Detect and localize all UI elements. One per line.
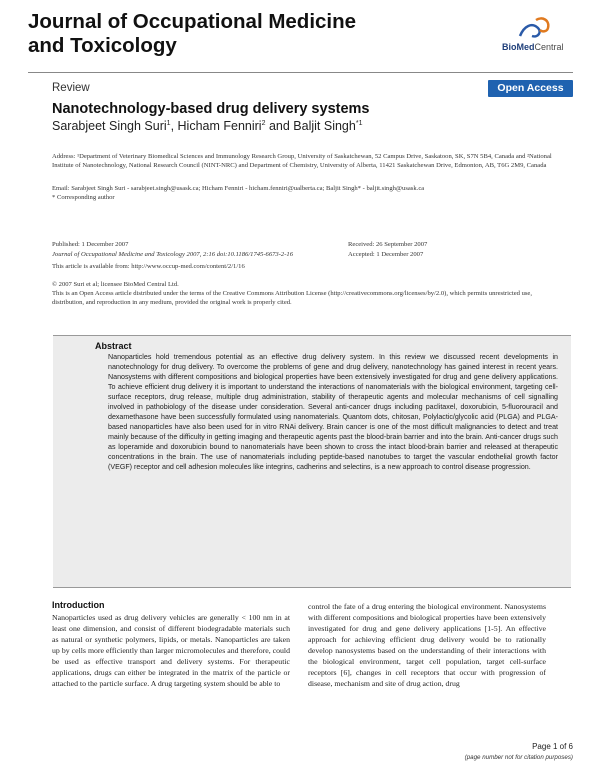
article-type: Review — [52, 82, 90, 94]
logo-mark-icon — [502, 14, 574, 42]
license-statement: This is an Open Access article distributed under the terms of the Creative Commons Attribution License (http://creativecommons.org/licenses/by/2.0), which permits unrestricted use, distribution, and reproduction in any medium, provided the original work is properly cited. — [52, 290, 533, 307]
journal-title — [28, 10, 488, 58]
abstract-heading: Abstract — [95, 341, 132, 351]
author-emails: Email: Sarabjeet Singh Suri - sarabjeet.singh@usask.ca; Hicham Fenniri - hicham.fenniri@ualberta.ca; Baljit Singh* - baljit.singh@usask.ca — [52, 185, 425, 192]
author-list: Sarabjeet Singh Suri$^1$, Hicham Fenniri$^2$ and Baljit Singh$^{*1}$ — [52, 119, 363, 133]
published-date: Published: 1 December 2007 — [52, 241, 129, 248]
author-affiliation: 1 — [166, 119, 171, 127]
author-affiliation: 2 — [261, 119, 266, 127]
page-number: Page 1 of 6 — [532, 742, 573, 751]
biomed-central-logo — [502, 14, 574, 54]
open-access-badge: Open Access — [488, 80, 573, 97]
author-affiliation: *1 — [355, 119, 363, 127]
journal-title-line2: and Toxicology — [28, 34, 177, 57]
logo-wordmark: BioMedCentral — [502, 42, 564, 52]
article-title: Nanotechnology-based drug delivery systems — [52, 101, 370, 117]
author-name: Baljit Singh — [293, 119, 356, 133]
introduction-heading: Introduction — [52, 600, 105, 610]
citation: Journal of Occupational Medicine and Toxicology 2007, 2:16 doi:10.1186/1745-6673-2-16 — [52, 251, 294, 258]
article-url: This article is available from: http://www.occup-med.com/content/2/1/16 — [52, 263, 245, 270]
journal-title-line1: Journal of Occupational Medicine — [28, 10, 357, 33]
author-address: Address: ¹Department of Veterinary Biomedical Sciences and Immunology Research Group, University of Saskatchewan, 52 Campus Drive, Saskatoon, SK, S7N 5B4, Canada and ²National Institute of Nanotechnology, National Research Council (NINT-NRC) and Department of Chemistry, University of Alberta, 11421 Saskatchewan Drive, Edmonton, AB, T6G 2M9, Canada — [52, 153, 552, 170]
accepted-date: Accepted: 1 December 2007 — [348, 251, 424, 258]
introduction-left-column: Nanoparticles used as drug delivery vehicles are generally < 100 nm in at least one dimension, and consist of different biodegradable materials such as natural or synthetic polymers, lipids, or metals. Nanoparticles are taken up by cells more efficiently than larger micromolecules and therefore, could be used as effective transport and delivery systems. For therapeutic applications, drugs can either be integrated in the matrix of the particle or attached to the particle surface. A drug targeting system should be able to — [52, 613, 290, 688]
received-date: Received: 26 September 2007 — [348, 241, 428, 248]
abstract-text: Nanoparticles hold tremendous potential as an effective drug delivery system. In this review we discussed recent developments in nanotechnology for drug delivery. To overcome the problems of gene and drug delivery, nanotechnology has gained interest in recent years. Nanosystems with different compositions and biological properties have been extensively investigated for drug and gene delivery applications. To achieve efficient drug delivery it is important to understand the interactions of nanomaterials with the biological environment, targeting cell-surface receptors, drug release, multiple drug administration, stability of therapeutic agents and molecular mechanisms of cell signalling involved in pathobiology of the disease under consideration. Several anti-cancer drugs including paclitaxel, doxorubicin, 5-fluorouracil and dexamethasone have been successfully formulated using nanomaterials. Quantom dots, chitosan, Polylactic/glycolic acid (PLGA) and PLGA-based nanoparticles have also been used for in vitro RNAi delivery. Brain cancer is one of the most difficult malignancies to detect and treat mainly because of the difficulty in getting imaging and therapeutic agents past the blood-brain barrier and into the brain. Anti-cancer drugs such as loperamide and doxorubicin bound to nanomaterials have been shown to cross the intact blood-brain barrier and released at therapeutic concentrations in the brain. The use of nanomaterials including peptide-based nanotubes to target the vascular endothelial growth factor (VEGF) receptor and cell adhesion molecules like integrins, cadherins and selectins, is a new approach to control disease progression. — [108, 353, 558, 471]
introduction-right-column: control the fate of a drug entering the biological environment. Nanosystems with different compositions and biological properties have been extensively investigated for drug and gene delivery applications [1-5]. An effective approach for achieving efficient drug delivery would be to rationally develop nanosystems based on the understanding of their interactions with the biological environment, target cell population, target cell-surface receptors [6], changes in cell receptors that occur with progression of disease, mechanism and site of drug action, drug — [308, 602, 546, 688]
page-number-note: (page number not for citation purposes) — [464, 754, 573, 761]
author-name: Sarabjeet Singh Suri — [52, 119, 167, 133]
author-name: Hicham Fenniri — [177, 119, 262, 133]
copyright: © 2007 Suri et al; licensee BioMed Central Ltd. — [52, 281, 179, 288]
corresponding-author-note: * Corresponding author — [52, 194, 115, 201]
header-divider — [28, 72, 573, 73]
